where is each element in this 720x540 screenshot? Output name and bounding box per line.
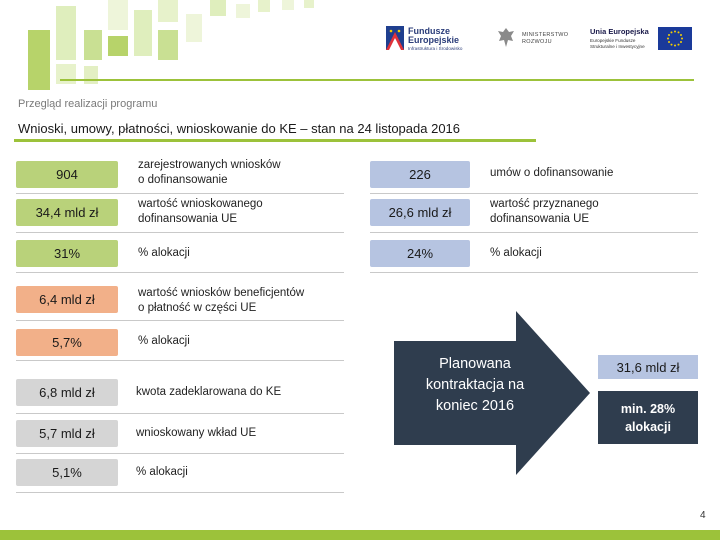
row-divider [16, 413, 344, 414]
ue-logo-sub1: Europejskie Fundusze [590, 38, 636, 43]
row-divider [16, 272, 344, 273]
payment-claims-box: 6,4 mld zł [16, 286, 118, 313]
header-divider [60, 79, 694, 81]
fe-logo-line1: Fundusze [408, 26, 450, 36]
row-divider [370, 272, 698, 273]
ministerstwo-rozwoju-logo [496, 26, 576, 52]
granted-value-box: 26,6 mld zł [370, 199, 470, 226]
eu-contribution-desc: wnioskowany wkład UE [136, 427, 257, 439]
ue-logo-title: Unia Europejska [590, 27, 649, 36]
title-underline [14, 139, 536, 142]
granted-value-desc: wartość przyznanego dofinansowania UE [490, 198, 599, 225]
ue-logo-sub2: Strukturalne i Inwestycyjne [590, 43, 645, 49]
applications-count-desc: zarejestrowanych wniosków o dofinansowanie [138, 159, 281, 186]
eagle-emblem-icon [496, 26, 516, 50]
fe-logo-line2: Europejskie [408, 35, 460, 45]
planned-contracting-label: Planowana kontraktacja na koniec 2016 [425, 356, 525, 414]
declared-allocation-box: 5,1% [16, 459, 118, 486]
payment-allocation-desc: % alokacji [138, 335, 190, 347]
declared-amount-box: 6,8 mld zł [16, 379, 118, 406]
applications-allocation-desc: % alokacji [138, 247, 190, 259]
contracts-allocation-desc: % alokacji [490, 247, 542, 259]
fe-logo-sub: Infrastruktura i Środowisko [408, 46, 463, 51]
applications-count-box: 904 [16, 161, 118, 188]
decorative-squares [0, 0, 330, 90]
requested-value-box: 34,4 mld zł [16, 199, 118, 226]
mr-logo-line2: ROZWOJU [522, 38, 552, 45]
contracts-allocation-box: 24% [370, 240, 470, 267]
declared-amount-desc: kwota zadeklarowana do KE [136, 386, 282, 398]
applications-allocation-box: 31% [16, 240, 118, 267]
row-divider [16, 320, 344, 321]
planned-amount-box: 31,6 mld zł [598, 355, 698, 379]
row-divider [16, 360, 344, 361]
eu-contribution-box: 5,7 mld zł [16, 420, 118, 447]
fundusze-europejskie-logo [386, 24, 486, 54]
page-number: 4 [700, 510, 706, 521]
requested-value-desc: wartość wnioskowanego dofinansowania UE [138, 198, 263, 225]
row-divider [16, 232, 344, 233]
contracts-count-desc: umów o dofinansowanie [490, 167, 614, 179]
page-title: Wnioski, umowy, płatności, wnioskowanie do KE – stan na 24 listopada 2016 [18, 121, 461, 136]
planned-allocation-box: min. 28% alokacji [598, 391, 698, 444]
payment-claims-desc: wartość wniosków beneficjentów o płatność w części UE [138, 287, 305, 314]
row-divider [16, 193, 344, 194]
unia-europejska-logo [588, 24, 696, 54]
row-divider [16, 492, 344, 493]
footer-bar [0, 530, 720, 540]
row-divider [370, 193, 698, 194]
row-divider [370, 232, 698, 233]
fe-flag-icon [386, 26, 404, 50]
section-label: Przegląd realizacji programu [18, 98, 158, 110]
mr-logo-line1: MINISTERSTWO [522, 32, 569, 38]
row-divider [16, 453, 344, 454]
eu-flag-icon [658, 27, 692, 50]
payment-allocation-box: 5,7% [16, 329, 118, 356]
declared-allocation-desc: % alokacji [136, 466, 188, 478]
contracts-count-box: 226 [370, 161, 470, 188]
